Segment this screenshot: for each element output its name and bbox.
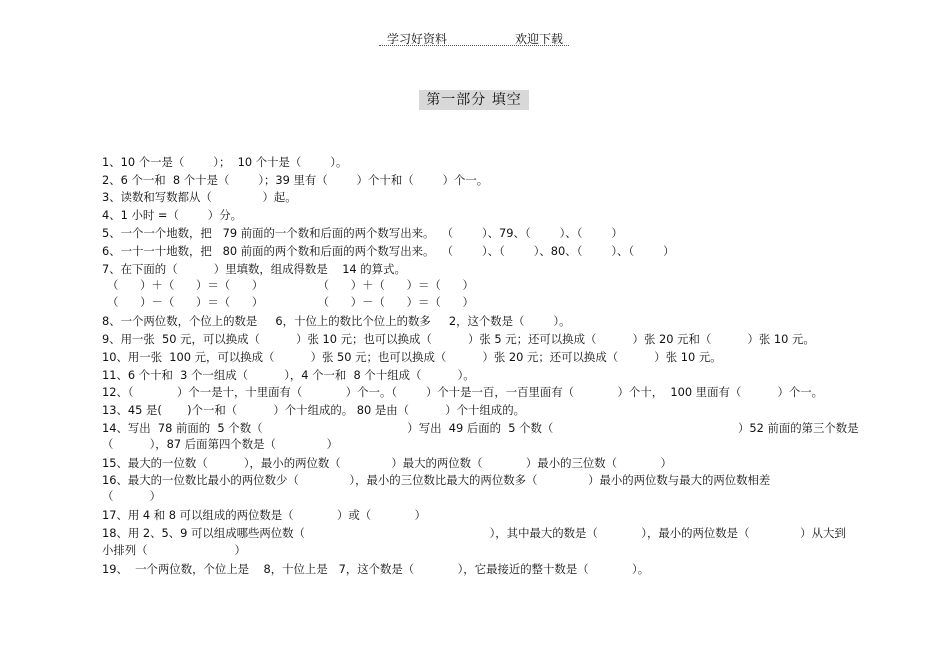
question-line-15: 15、最大的一位数（ ），最小的两位数（ ）最大的两位数（ ）最小的三位数（ ）	[102, 456, 672, 470]
header-right-text: 欢迎下载	[515, 32, 564, 46]
question-line-14-cont: （ ），87 后面第四个数是（ ）	[102, 437, 339, 451]
question-line-19: 19、 一个两位数，个位上是 8，十位上是 7，这个数是（ ），它最接近的整十数是（ ）。	[102, 562, 650, 576]
question-line-13: 13、45 是( )个一和（ ）个十组成的。 80 是由（ ）个十组成的。	[102, 403, 525, 417]
question-line-4: 4、1 小时 =（ ）分。	[102, 208, 242, 222]
question-line-1: 1、10 个一是（ ）； 10 个十是（ ）。	[102, 155, 348, 169]
question-line-7: 7、在下面的（ ）里填数，组成得数是 14 的算式。	[102, 262, 406, 276]
equation-row-add: （ ）＋（ ）＝（ ） （ ）＋（ ）＝（ ）	[107, 278, 474, 292]
question-line-2: 2、6 个一和 8 个十是（ ）；39 里有（ ）个十和（ ）个一。	[102, 173, 489, 187]
question-line-16-cont: （ ）	[102, 489, 161, 503]
question-line-11: 11、6 个十和 3 个一组成（ ），4 个一和 8 个十组成（ ）。	[102, 368, 475, 382]
question-line-8: 8、一个两位数，个位上的数是 6，十位上的数比个位上的数多 2，这个数是（ ）。	[102, 314, 571, 328]
section-title: 第一部分 填空	[419, 90, 529, 110]
question-line-17: 17、用 4 和 8 可以组成的两位数是（ ）或（ ）	[102, 508, 427, 522]
question-line-3: 3、读数和写数都从（ ）起。	[102, 190, 297, 204]
header-divider	[379, 45, 569, 46]
question-line-18: 18、用 2、5、9 可以组成哪些两位数（ ），其中最大的数是（ ），最小的两位数是（ ）从大到	[102, 526, 846, 540]
equation-row-sub: （ ）－（ ）＝（ ） （ ）－（ ）＝（ ）	[107, 295, 474, 309]
question-line-5: 5、一个一个地数，把 79 前面的一个数和后面的两个数写出来。 （ ）、79、（ ）、（ ）	[102, 226, 623, 240]
question-line-12: 12、（ ）个一是十，十里面有（ ）个一。（ ）个十是一百，一百里面有（ ）个十， 100 里面有（ ）个一。	[102, 385, 824, 399]
question-line-18-cont: 小排列（ ）	[102, 543, 246, 557]
question-line-16: 16、最大的一位数比最小的两位数少（ ），最小的三位数比最大的两位数多（ ）最小的两位数与最大的两位数相差	[102, 473, 771, 487]
question-line-9: 9、用一张 50 元，可以换成（ ）张 10 元；也可以换成（ ）张 5 元；还可以换成（ ）张 20 元和（ ）张 10 元。	[102, 332, 815, 346]
question-line-14: 14、写出 78 前面的 5 个数（ ）写出 49 后面的 5 个数（ ）52 前面的第三个数是	[102, 421, 859, 435]
question-line-6: 6、一十一十地数，把 80 前面的两个数和后面的两个数写出来。 （ ）、（ ）、80、（ ）、（ ）	[102, 244, 675, 258]
question-line-10: 10、用一张 100 元，可以换成（ ）张 50 元；也可以换成（ ）张 20 元；还可以换成（ ）张 10 元。	[102, 350, 722, 364]
header-left-text: 学习好资料	[386, 32, 447, 46]
